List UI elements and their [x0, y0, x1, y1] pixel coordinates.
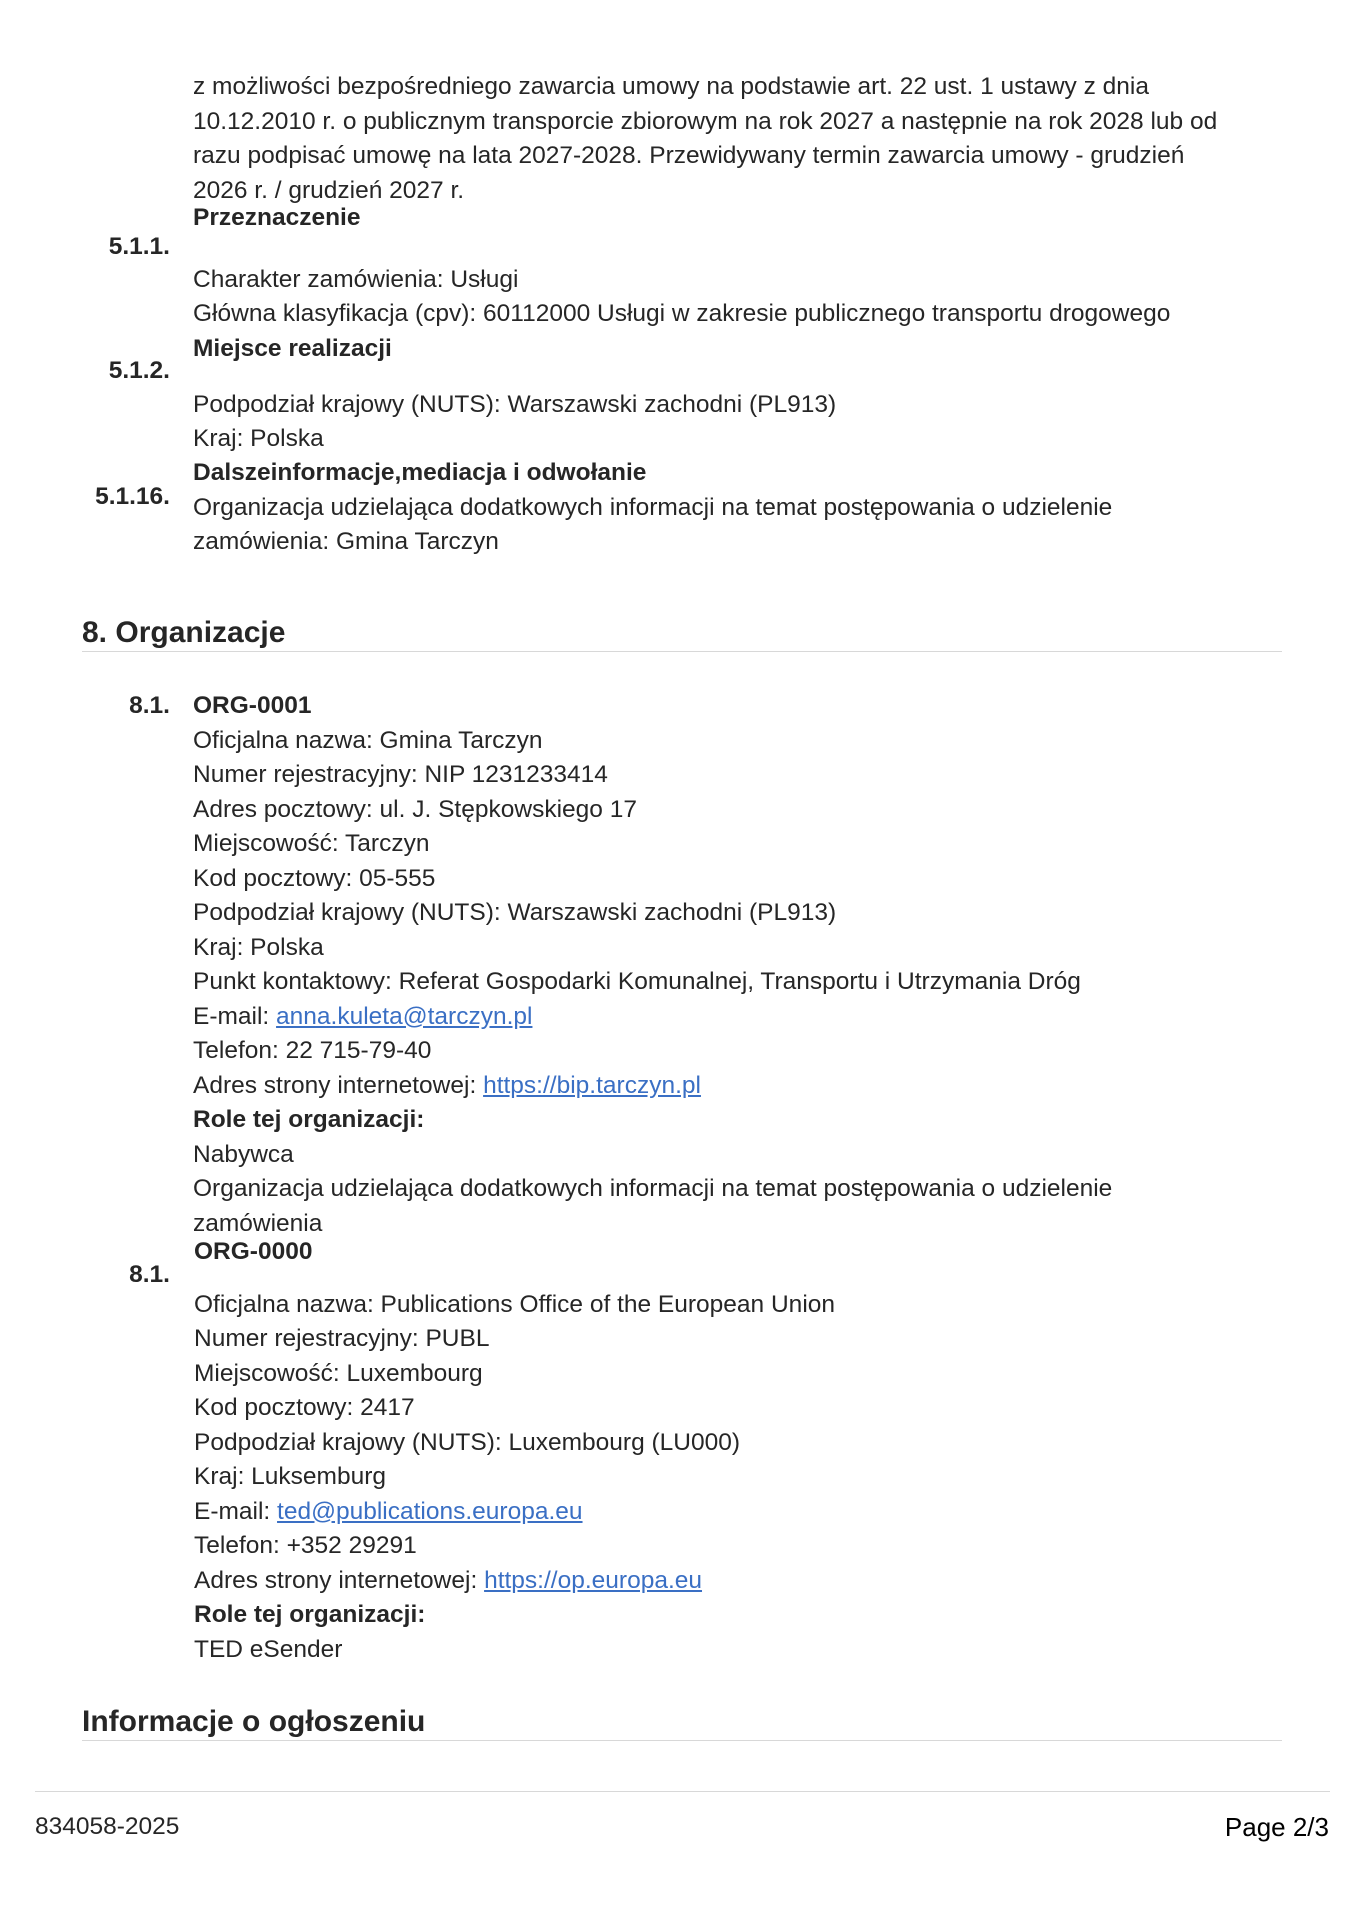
roles-heading: Role tej organizacji:: [194, 1601, 426, 1628]
org-field: Miejscowość: Tarczyn: [193, 830, 430, 857]
website-link[interactable]: https://op.europa.eu: [484, 1566, 703, 1594]
org-field: Adres pocztowy: ul. J. Stępkowskiego 17: [193, 795, 637, 823]
section-heading: Przeznaczenie: [193, 204, 361, 231]
text-line: z możliwości bezpośredniego zawarcia umowy na podstawie art. 22 ust. 1 ustawy z dnia: [193, 73, 1149, 100]
org-0001-block: [193, 689, 1313, 1241]
org-field: Podpodział krajowy (NUTS): Luxembourg (LU000): [194, 1428, 741, 1456]
org-field: Podpodział krajowy (NUTS): Warszawski zachodni (PL913): [193, 899, 837, 926]
section-number: 5.1.1.: [108, 233, 170, 260]
email-label: E-mail:: [193, 1002, 277, 1030]
org-number: 8.1.: [129, 692, 170, 719]
org-field: Kraj: Luksemburg: [194, 1463, 387, 1490]
org-0000-block: [194, 1235, 1314, 1667]
section-number: 5.1.2.: [108, 357, 170, 384]
section-heading: Miejsce realizacji: [193, 335, 392, 362]
web-label: Adres strony internetowej:: [194, 1566, 485, 1594]
text-line: Główna klasyfikacja (cpv): 60112000 Usługi w zakresie publicznego transportu drogowego: [193, 300, 1171, 327]
text-line: Kraj: Polska: [193, 425, 324, 452]
org-field: Oficjalna nazwa: Publications Office of the European Union: [194, 1290, 836, 1318]
section-5-1-16: [193, 456, 1313, 560]
section-number: 5.1.16.: [95, 483, 170, 510]
org-field: Numer rejestracyjny: PUBL: [194, 1325, 490, 1352]
email-label: E-mail:: [194, 1497, 278, 1525]
role-item: Nabywca: [193, 1140, 294, 1168]
text-line: Organizacja udzielająca dodatkowych informacji na temat postępowania o udzielenie: [193, 493, 1113, 521]
text-line: Charakter zamówienia: Usługi: [193, 265, 519, 293]
section-title-organizations: 8. Organizacje: [82, 615, 1282, 652]
org-heading: ORG-0000: [194, 1238, 313, 1265]
org-field: Oficjalna nazwa: Gmina Tarczyn: [193, 726, 543, 754]
website-link[interactable]: https://bip.tarczyn.pl: [483, 1071, 701, 1099]
text-line: zamówienia: Gmina Tarczyn: [193, 528, 499, 555]
email-link[interactable]: ted@publications.europa.eu: [277, 1497, 583, 1525]
org-field: Kod pocztowy: 2417: [194, 1394, 415, 1421]
section-heading: Dalszeinformacje,mediacja i odwołanie: [193, 459, 647, 486]
role-item: Organizacja udzielająca dodatkowych informacji na temat postępowania o udzielenie: [193, 1175, 1113, 1202]
intro-paragraph: [193, 70, 1313, 208]
page-number: Page 2/3: [1224, 1812, 1329, 1842]
web-label: Adres strony internetowej:: [193, 1071, 484, 1099]
org-email-row: [194, 1495, 1314, 1530]
section-5-1-2: [193, 332, 1313, 457]
footer-divider: [35, 1791, 1330, 1792]
org-field: Miejscowość: Luxembourg: [194, 1359, 483, 1387]
org-field: Kraj: Polska: [193, 933, 324, 961]
role-item: TED eSender: [194, 1635, 343, 1663]
org-web-row: [194, 1564, 1314, 1599]
text-line: razu podpisać umowę na lata 2027-2028. Przewidywany termin zawarcia umowy - grudzień: [193, 142, 1185, 169]
org-field: Punkt kontaktowy: Referat Gospodarki Komunalnej, Transportu i Utrzymania Dróg: [193, 968, 1081, 995]
roles-heading: Role tej organizacji:: [193, 1106, 425, 1133]
text-line: 2026 r. / grudzień 2027 r.: [193, 176, 465, 204]
text-line: Podpodział krajowy (NUTS): Warszawski zachodni (PL913): [193, 390, 837, 418]
org-field: Telefon: 22 715-79-40: [193, 1037, 432, 1064]
org-number: 8.1.: [129, 1261, 170, 1288]
role-item: zamówienia: [193, 1209, 323, 1237]
email-link[interactable]: anna.kuleta@tarczyn.pl: [276, 1002, 533, 1030]
org-field: Numer rejestracyjny: NIP 1231233414: [193, 761, 608, 788]
org-heading: ORG-0001: [193, 692, 312, 719]
org-field: Telefon: +352 29291: [194, 1532, 417, 1559]
text-line: 10.12.2010 r. o publicznym transporcie zbiorowym na rok 2027 a następnie na rok 2028 lub od: [193, 107, 1218, 135]
section-title-notice-info: Informacje o ogłoszeniu: [82, 1704, 1282, 1741]
section-5-1-1: [193, 201, 1313, 332]
org-web-row: [193, 1069, 1313, 1104]
notice-id: 834058-2025: [35, 1813, 180, 1840]
org-field: Kod pocztowy: 05-555: [193, 864, 436, 892]
org-email-row: [193, 1000, 1313, 1035]
